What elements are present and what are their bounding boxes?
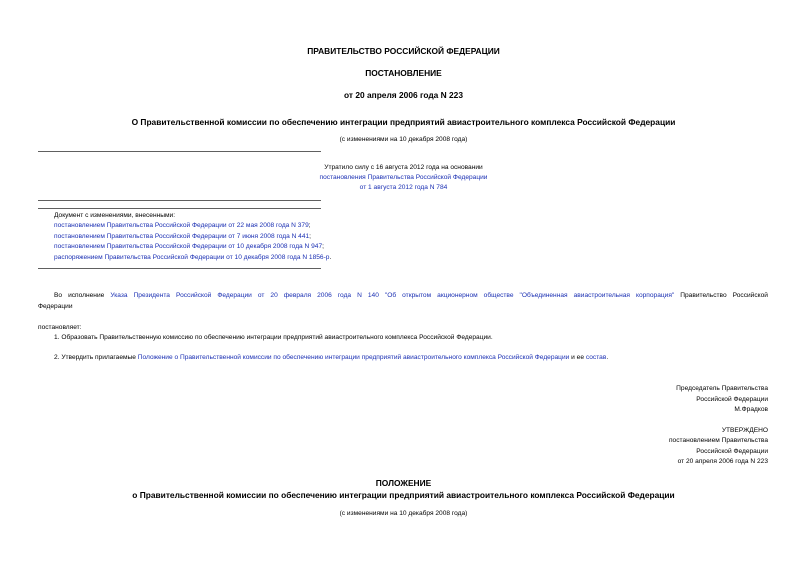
expired-notice-link[interactable]: постановления Правительства Российской Федерации <box>319 174 488 181</box>
amendment-link[interactable]: постановлением Правительства Российской Федерации от 10 декабря 2008 года N 947 <box>54 243 323 250</box>
resolves-label: постановляет: <box>38 324 82 331</box>
divider <box>38 151 321 152</box>
regulation-amended-note: (с изменениями на 10 декабря 2008 года) <box>339 510 468 517</box>
expired-notice-text: Утратило силу с 16 августа 2012 года на основании <box>324 164 483 171</box>
approved-by: постановлением Правительства <box>668 437 768 444</box>
approved-date: от 20 апреля 2006 года N 223 <box>677 458 768 465</box>
regulation-subtitle: о Правительственной комиссии по обеспечению интеграции предприятий авиастроительного комплекса Российской Федерации <box>132 490 675 500</box>
amendment-item: распоряжением Правительства Российской Федерации от 10 декабря 2008 года N 1856-р. <box>54 254 332 261</box>
paragraph-basis: Во исполнение Указа Президента Российской Федерации от 20 февраля 2006 года N 140 "Об открытом акционерном обществе "Объединенная авиастроительная корпорация" Правительство Российской <box>54 292 768 299</box>
amendment-item: постановлением Правительства Российской Федерации от 22 мая 2008 года N 379; <box>54 222 311 229</box>
amendment-link[interactable]: распоряжением Правительства Российской Федерации от 10 декабря 2008 года N 1856-р <box>54 254 330 261</box>
approved-label: УТВЕРЖДЕНО <box>721 427 768 434</box>
amendment-link[interactable]: постановлением Правительства Российской Федерации от 7 июня 2008 года N 441 <box>54 233 310 240</box>
signatory-country: Российской Федерации <box>696 396 768 403</box>
approved-country: Российской Федерации <box>696 448 768 455</box>
regulation-title: ПОЛОЖЕНИЕ <box>375 478 432 488</box>
signatory-name: М.Фрадков <box>734 406 768 413</box>
government-heading: ПРАВИТЕЛЬСТВО РОССИЙСКОЙ ФЕДЕРАЦИИ <box>307 46 500 56</box>
paragraph-basis-continued: Федерации <box>38 303 73 310</box>
amendment-item: постановлением Правительства Российской Федерации от 7 июня 2008 года N 441; <box>54 233 312 240</box>
resolution-item-1: 1. Образовать Правительственную комиссию по обеспечению интеграции предприятий авиастроительного комплекса Российской Федерации. <box>54 334 493 341</box>
document-title: О Правительственной комиссии по обеспечению интеграции предприятий авиастроительного комплекса Российской Федерации <box>131 117 676 127</box>
amendments-intro: Документ с изменениями, внесенными: <box>54 212 176 219</box>
signatory-position: Председатель Правительства <box>676 385 768 392</box>
resolution-item-2: 2. Утвердить прилагаемые Положение о Правительственной комиссии по обеспечению интеграции предприятий авиастроительного комплекса Российской Федерации и ее состав. <box>54 354 609 361</box>
divider <box>38 208 321 209</box>
composition-link[interactable]: состав <box>585 354 607 361</box>
document-date-number: от 20 апреля 2006 года N 223 <box>344 90 463 100</box>
divider <box>38 268 321 269</box>
amendment-item: постановлением Правительства Российской Федерации от 10 декабря 2008 года N 947; <box>54 243 324 250</box>
divider <box>38 200 321 201</box>
presidential-decree-link[interactable]: Указа Президента Российской Федерации от 20 февраля 2006 года N 140 "Об открытом акционерном обществе "Объединенная авиастроительная корпорация" <box>110 292 675 299</box>
regulation-link[interactable]: Положение о Правительственной комиссии по обеспечению интеграции предприятий авиастроительного комплекса Российской Федерации <box>137 354 570 361</box>
document-type: ПОСТАНОВЛЕНИЕ <box>365 68 442 78</box>
amended-note: (с изменениями на 10 декабря 2008 года) <box>339 136 468 143</box>
expired-notice-link-date[interactable]: от 1 августа 2012 года N 784 <box>359 184 448 191</box>
amendment-link[interactable]: постановлением Правительства Российской Федерации от 22 мая 2008 года N 379 <box>54 222 309 229</box>
